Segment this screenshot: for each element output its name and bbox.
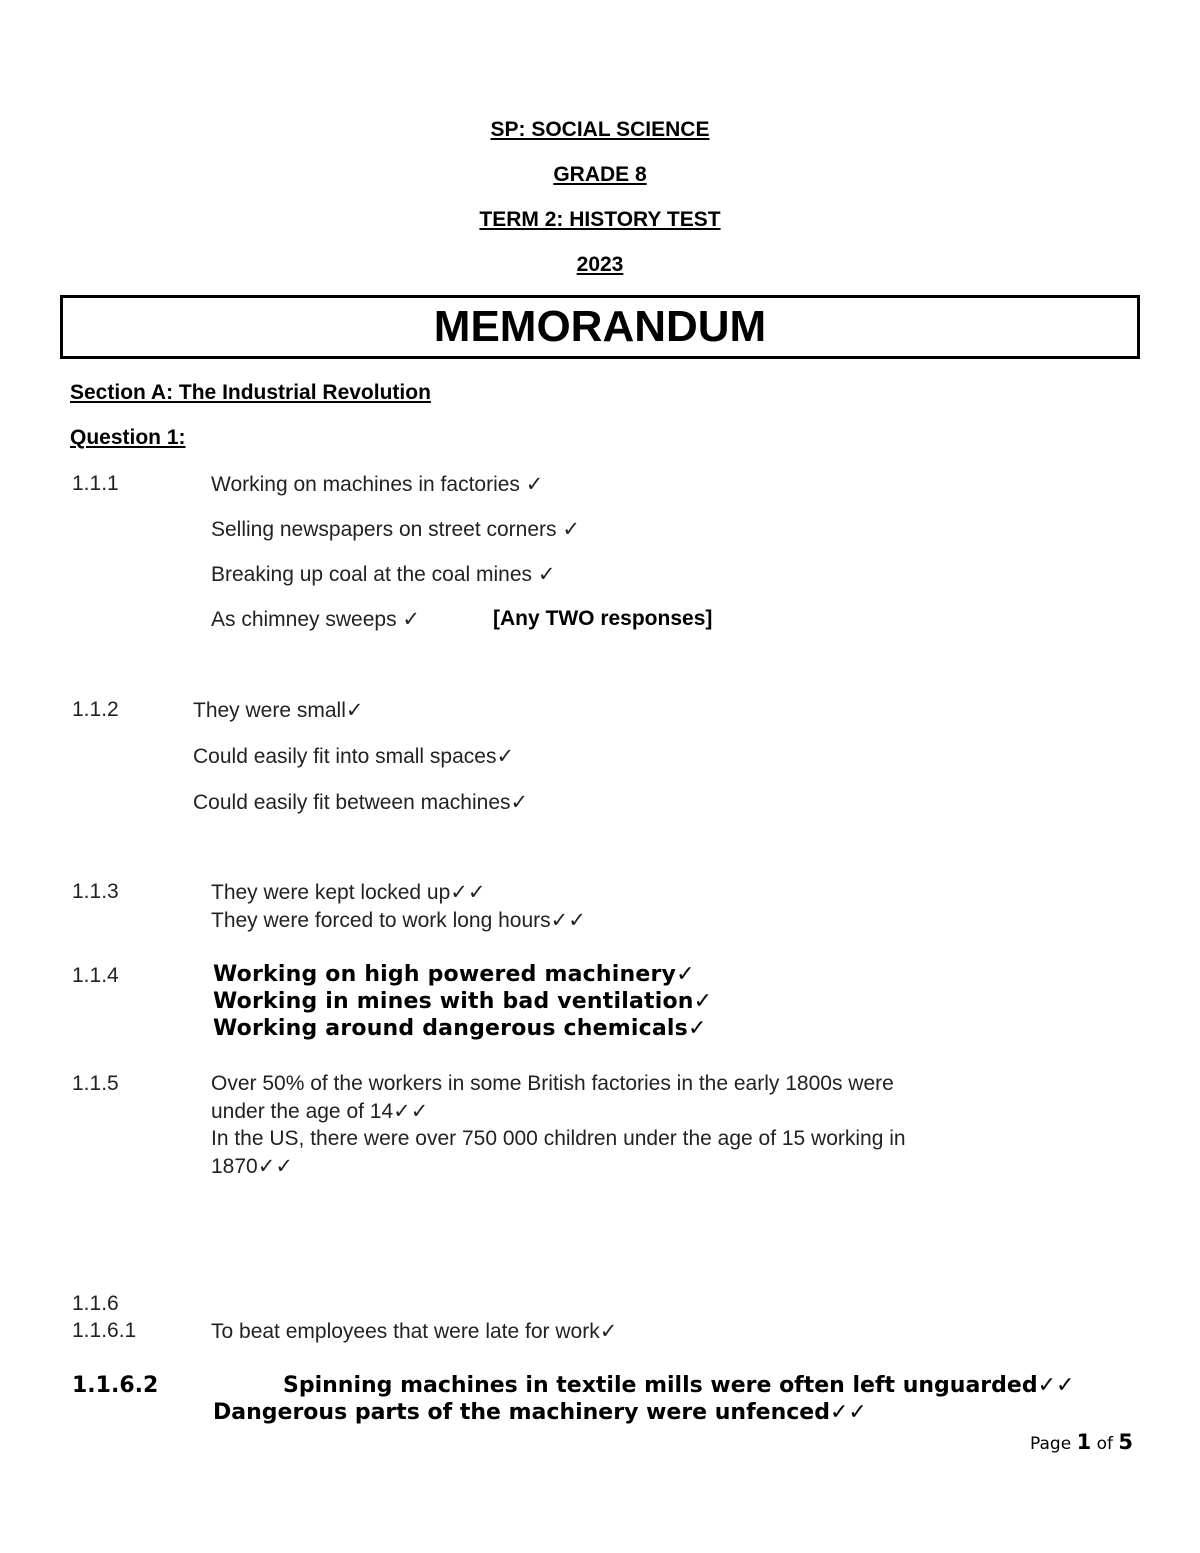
q115-line-4: 1870✓✓ — [211, 1155, 293, 1178]
q112-answer-1: They were small✓ — [193, 699, 364, 722]
q113-answer-2: They were forced to work long hours✓✓ — [211, 909, 586, 932]
q115-number: 1.1.5 — [72, 1072, 119, 1095]
memorandum-banner: MEMORANDUM — [60, 295, 1140, 359]
q115-line-1: Over 50% of the workers in some British factories in the early 1800s were — [211, 1072, 894, 1095]
of-word: of — [1096, 1434, 1113, 1454]
q111-note: [Any TWO responses] — [493, 607, 713, 630]
q114-answer-1: Working on high powered machinery✓ — [213, 962, 695, 987]
q1162-answer-2: Dangerous parts of the machinery were unfenced✓✓ — [213, 1400, 867, 1425]
q115-line-3: In the US, there were over 750 000 children under the age of 15 working in — [211, 1127, 906, 1150]
q111-answer-4: As chimney sweeps ✓ — [211, 608, 421, 631]
q116-number: 1.1.6 — [72, 1292, 119, 1315]
q112-answer-3: Could easily fit between machines✓ — [193, 791, 529, 814]
q1161-number: 1.1.6.1 — [72, 1319, 137, 1342]
q111-answer-2: Selling newspapers on street corners ✓ — [211, 518, 580, 541]
q115-line-2: under the age of 14✓✓ — [211, 1100, 429, 1123]
q1161-answer: To beat employees that were late for work✓ — [211, 1320, 618, 1343]
q112-answer-2: Could easily fit into small spaces✓ — [193, 745, 515, 768]
q114-answer-2: Working in mines with bad ventilation✓ — [213, 989, 713, 1014]
header-term: TERM 2: HISTORY TEST — [479, 208, 721, 231]
q112-number: 1.1.2 — [72, 698, 119, 721]
page-footer — [1030, 1430, 1133, 1454]
page-total: 5 — [1118, 1430, 1134, 1454]
q111-answer-1: Working on machines in factories ✓ — [211, 473, 544, 496]
header-grade: GRADE 8 — [553, 163, 647, 186]
q1162-number: 1.1.6.2 — [72, 1373, 159, 1398]
section-title: Section A: The Industrial Revolution — [70, 381, 431, 404]
page-word: Page — [1030, 1434, 1072, 1454]
q111-number: 1.1.1 — [72, 472, 119, 495]
q113-answer-1: They were kept locked up✓✓ — [211, 881, 486, 904]
header-subject: SP: SOCIAL SCIENCE — [490, 118, 710, 141]
q1162-answer-1: Spinning machines in textile mills were often left unguarded✓✓ — [283, 1373, 1075, 1398]
q113-number: 1.1.3 — [72, 880, 119, 903]
header-year: 2023 — [576, 253, 624, 276]
q114-answer-3: Working around dangerous chemicals✓ — [213, 1016, 707, 1041]
q111-answer-3: Breaking up coal at the coal mines ✓ — [211, 563, 556, 586]
question-title: Question 1: — [70, 426, 186, 449]
page-current: 1 — [1076, 1430, 1092, 1454]
q114-number: 1.1.4 — [72, 964, 119, 987]
